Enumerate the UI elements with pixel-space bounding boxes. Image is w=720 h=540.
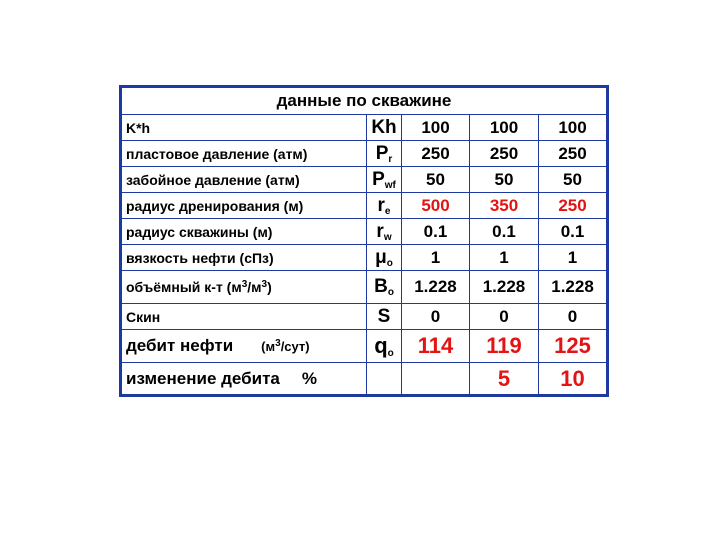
- superscript: 3: [241, 279, 248, 290]
- value-cell: 119: [470, 330, 539, 363]
- value-cell: [402, 363, 470, 396]
- symbol-text: B: [374, 276, 388, 297]
- param-symbol: [367, 141, 402, 167]
- table-row-drainage-radius: [121, 193, 608, 219]
- value-cell: 1: [470, 245, 539, 271]
- symbol-subscript: wf: [384, 179, 396, 191]
- value-cell: 1: [402, 245, 470, 271]
- label-part: объёмный к-т (м: [126, 279, 242, 295]
- superscript: 3: [261, 279, 268, 290]
- value-cell: 114: [402, 330, 470, 363]
- value-cell: 100: [539, 115, 608, 141]
- value-cell: 250: [402, 141, 470, 167]
- value-cell: 50: [470, 167, 539, 193]
- value-cell: 250: [539, 193, 608, 219]
- symbol-subscript: o: [386, 257, 393, 269]
- table-row-kh: [121, 115, 608, 141]
- symbol-subscript: e: [384, 205, 391, 217]
- param-symbol: [367, 271, 402, 304]
- value-cell: 1.228: [402, 271, 470, 304]
- symbol-text: P: [375, 142, 389, 164]
- param-symbol: [367, 304, 402, 330]
- symbol-text: Kh: [371, 116, 397, 138]
- symbol-text: μ: [375, 246, 387, 268]
- value-cell: 0: [402, 304, 470, 330]
- table-row-bottomhole-pressure: [121, 167, 608, 193]
- label-part: изменение дебита: [126, 368, 280, 388]
- unit-label: %: [301, 368, 318, 388]
- param-symbol: [367, 115, 402, 141]
- value-cell: 500: [402, 193, 470, 219]
- value-cell: 350: [470, 193, 539, 219]
- value-cell: 50: [402, 167, 470, 193]
- param-symbol: [367, 330, 402, 363]
- value-cell: 1.228: [470, 271, 539, 304]
- param-label: [121, 330, 367, 363]
- table-row-reservoir-pressure: [121, 141, 608, 167]
- param-symbol: [367, 167, 402, 193]
- value-cell: 100: [402, 115, 470, 141]
- value-cell: 50: [539, 167, 608, 193]
- table-row-well-radius: [121, 219, 608, 245]
- value-cell: 1.228: [539, 271, 608, 304]
- table-row-oil-viscosity: [121, 245, 608, 271]
- value-cell: 0.1: [470, 219, 539, 245]
- param-label: [121, 271, 367, 304]
- value-cell: 10: [539, 363, 608, 396]
- unit-label: [261, 339, 309, 354]
- param-label: радиус дренирования (м): [121, 193, 367, 219]
- symbol-text: q: [374, 333, 388, 358]
- label-part: /м: [247, 279, 262, 295]
- value-cell: 250: [539, 141, 608, 167]
- param-label: Скин: [121, 304, 367, 330]
- unit-part: (м: [261, 339, 276, 354]
- param-symbol: [367, 219, 402, 245]
- symbol-subscript: o: [387, 348, 394, 359]
- param-symbol: [367, 193, 402, 219]
- param-label: пластовое давление (атм): [121, 141, 367, 167]
- param-label: K*h: [121, 115, 367, 141]
- superscript: 3: [275, 338, 281, 349]
- value-cell: 250: [470, 141, 539, 167]
- symbol-text: S: [377, 305, 391, 327]
- table-title: данные по скважине: [121, 87, 608, 115]
- symbol-text: r: [377, 194, 385, 216]
- param-symbol: [367, 245, 402, 271]
- param-symbol: [367, 363, 402, 396]
- unit-part: /сут): [280, 339, 310, 354]
- table-row-rate-change: [121, 363, 608, 396]
- symbol-subscript: o: [387, 287, 394, 298]
- param-label: радиус скважины (м): [121, 219, 367, 245]
- value-cell: 100: [470, 115, 539, 141]
- well-data-table: [119, 85, 609, 397]
- symbol-text: r: [376, 220, 384, 242]
- value-cell: 0.1: [402, 219, 470, 245]
- value-cell: 125: [539, 330, 608, 363]
- table-row-volume-factor: [121, 271, 608, 304]
- value-cell: 0.1: [539, 219, 608, 245]
- value-cell: 5: [470, 363, 539, 396]
- value-cell: 0: [470, 304, 539, 330]
- param-label: забойное давление (атм): [121, 167, 367, 193]
- value-cell: 0: [539, 304, 608, 330]
- table-row-skin: [121, 304, 608, 330]
- param-label: [121, 363, 367, 396]
- symbol-text: P: [372, 168, 385, 190]
- label-part: дебит нефти: [126, 336, 234, 355]
- value-cell: 1: [539, 245, 608, 271]
- symbol-subscript: w: [383, 231, 392, 243]
- label-part: ): [267, 279, 272, 295]
- symbol-subscript: r: [388, 153, 393, 165]
- table-row-oil-rate: [121, 330, 608, 363]
- param-label: вязкость нефти (сПз): [121, 245, 367, 271]
